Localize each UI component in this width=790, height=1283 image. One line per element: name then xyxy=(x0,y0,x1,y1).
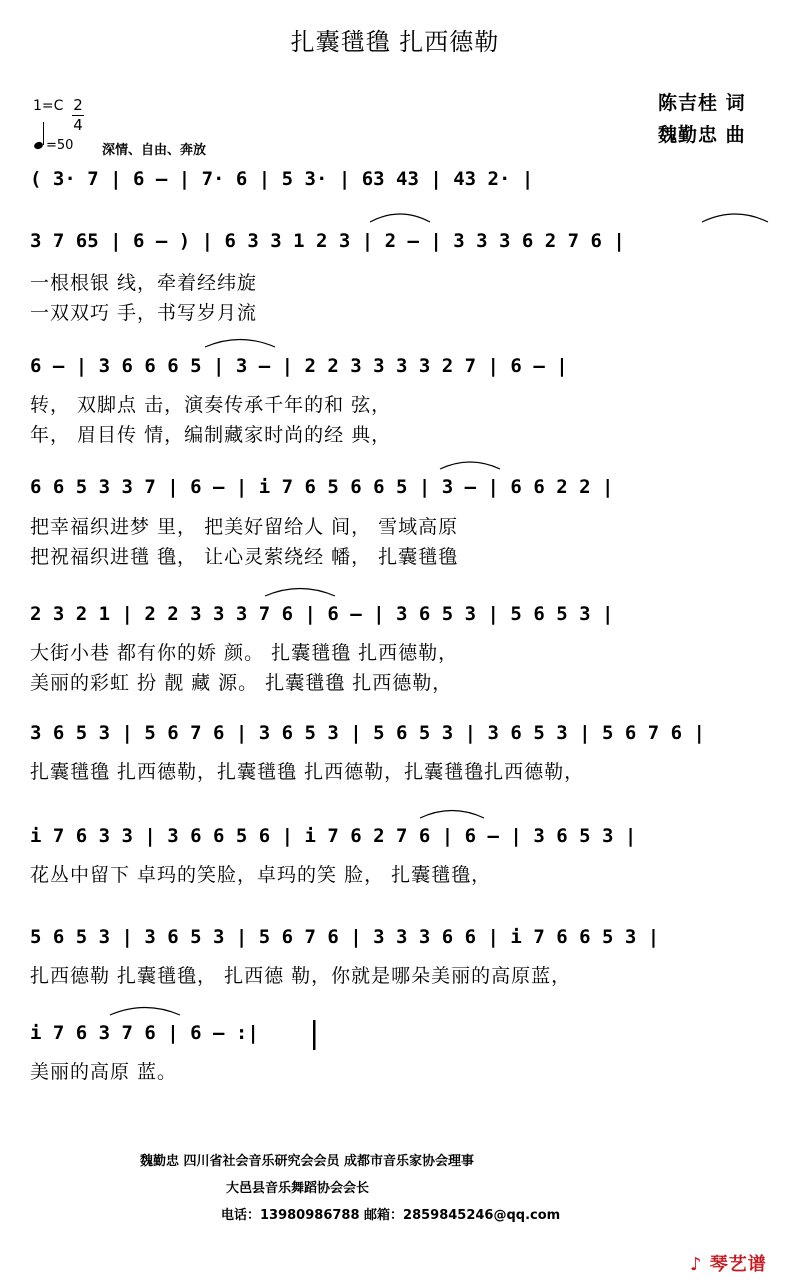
logo-icon: ♪ xyxy=(690,1254,703,1275)
key-signature: 1=C xyxy=(33,98,64,114)
lyricist-credit: 陈吉桂 词 xyxy=(658,92,746,114)
lyric-line-7: 花丛中留下 卓玛的笑脸，卓玛的笑 脸， 扎囊氆氇， xyxy=(30,864,492,886)
watermark-text: 琴艺谱 xyxy=(709,1254,767,1275)
slur-mark xyxy=(370,214,430,222)
footer-line-2: 大邑县音乐舞蹈协会会长 xyxy=(226,1181,370,1196)
composer-credit: 魏勤忠 曲 xyxy=(658,124,746,146)
score-line-5: 2 3 2 1 | 2 2 3 3 3 7 6 | 6 – | 3 6 5 3 | 5 6 5 3 | xyxy=(30,603,614,625)
footer-line-3: 电话：13980986788 邮箱：2859845246@qq.com xyxy=(221,1208,561,1223)
lyric-line-4-verse-1: 把幸福织进梦 里， 把美好留给人 间， 雪域高原 xyxy=(30,516,459,538)
lyric-line-2-verse-1: 一根根银 线，牵着经纬旋 xyxy=(30,272,258,294)
meter-top: 2 xyxy=(73,96,83,114)
score-line-1: ( 3· 7 | 6 – | 7· 6 | 5 3· | 63 43 | 43 2· | xyxy=(30,168,534,190)
lyric-line-4-verse-2: 把祝福织进氆 氇， 让心灵萦绕经 幡， 扎囊氆氇 xyxy=(30,546,459,568)
slur-mark xyxy=(420,811,484,819)
footer-line-1: 魏勤忠 四川省社会音乐研究会会员 成都市音乐家协会理事 xyxy=(140,1154,475,1169)
final-barline xyxy=(313,1020,316,1050)
slur-mark xyxy=(265,589,335,597)
score-line-7: i 7 6 3 3 | 3 6 6 5 6 | i 7 6 2 7 6 | 6 – | 3 6 5 3 | xyxy=(30,825,637,847)
slur-mark xyxy=(702,214,768,222)
page-title: 扎囊氆氇 扎西德勒 xyxy=(290,28,500,56)
lyric-line-2-verse-2: 一双双巧 手，书写岁月流 xyxy=(30,302,258,324)
lyric-line-3-verse-1: 转， 双脚点 击，演奏传承千年的和 弦， xyxy=(30,394,392,416)
lyric-line-9: 美丽的高原 蓝。 xyxy=(30,1061,178,1083)
lyric-line-5-verse-1: 大街小巷 都有你的娇 颜。 扎囊氆氇 扎西德勒， xyxy=(30,642,459,664)
score-line-2: 3 7 65 | 6 – ) | 6 3 3 1 2 3 | 2 – | 3 3 3 6 2 7 6 | xyxy=(30,230,625,252)
lyric-line-5-verse-2: 美丽的彩虹 扮 靓 藏 源。 扎囊氆氇 扎西德勒， xyxy=(30,672,453,694)
lyric-line-8: 扎西德勒 扎囊氆氇， 扎西德 勒，你就是哪朵美丽的高原蓝， xyxy=(30,965,572,987)
lyric-line-3-verse-2: 年， 眉目传 情，编制藏家时尚的经 典， xyxy=(30,424,392,446)
slur-mark xyxy=(205,340,275,348)
score-line-6: 3 6 5 3 | 5 6 7 6 | 3 6 5 3 | 5 6 5 3 | 3 6 5 3 | 5 6 7 6 | xyxy=(30,722,705,744)
tempo-value: =50 xyxy=(46,138,74,153)
score-line-9: i 7 6 3 7 6 | 6 – :| xyxy=(30,1022,259,1044)
slur-mark xyxy=(440,462,500,469)
lyric-line-6: 扎囊氆氇 扎西德勒，扎囊氆氇 扎西德勒，扎囊氆氇扎西德勒， xyxy=(30,761,585,783)
score-line-3: 6 – | 3 6 6 6 5 | 3 – | 2 2 3 3 3 3 2 7 | 6 – | xyxy=(30,355,568,377)
slur-mark xyxy=(110,1008,180,1016)
meter-bottom: 4 xyxy=(73,116,83,134)
score-line-8: 5 6 5 3 | 3 6 5 3 | 5 6 7 6 | 3 3 3 6 6 | i 7 6 6 5 3 | xyxy=(30,926,660,948)
expression-marking: 深情、自由、奔放 xyxy=(102,143,207,158)
watermark-logo xyxy=(690,1250,767,1276)
score-line-4: 6 6 5 3 3 7 | 6 – | i 7 6 5 6 6 5 | 3 – | 6 6 2 2 | xyxy=(30,476,614,498)
